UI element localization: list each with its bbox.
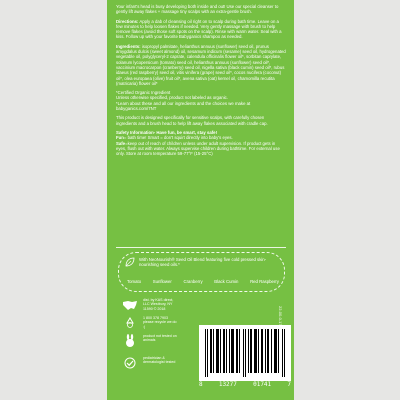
fun-label: Fun <box>116 135 124 141</box>
oil-name: Red Raspberry <box>250 279 279 284</box>
distributor-text: dist. by KAS direct, LLC Westbury, NY 11590 © 2018 <box>143 298 174 311</box>
barcode-digits <box>199 381 291 388</box>
safety-title: Safety Information- Have fun, be smart, stay safe! <box>116 129 218 135</box>
learn-more-text: *Learn about these and all our ingredients and the choices we make at babyganics.com/7NT <box>116 100 251 112</box>
safe-text: =keep out of reach of children unless under adult supervision. If product gets in eyes, flush out with water. Always supervise children during bathtime. For external use only. Store at room temperature 59-77°F (15-25°C) <box>116 140 280 157</box>
bunny-icon <box>121 334 139 348</box>
directions-paragraph <box>116 19 286 40</box>
oil-blend-text: With NeoNourish® Seed Oil Blend featuring five cold pressed skin-nourishing seed oils.* <box>139 257 267 268</box>
organic-note: *Certified Organic Ingredient <box>116 90 171 96</box>
side-code: 22-00-0-17 <box>278 306 283 326</box>
phone-row <box>121 316 177 330</box>
oil-name: Tomato <box>127 279 142 284</box>
directions-title: Directions: <box>116 18 139 24</box>
barcode-group-1: 13277 <box>218 381 237 388</box>
product-label <box>107 0 294 400</box>
directions-text: Apply a dab of cleansing oil right on to scalp during bath time. Leave on a few minutes to help loosen flakes if needed. Very gently massage with brush to help remove flakes (avoid those soft spots on the scalp). Rinse with warm water. Seal with a kiss. Follow up with your favorite Babyganics shampoo as needed. <box>116 18 282 40</box>
oil-list <box>127 279 279 284</box>
barcode-bars <box>199 325 291 381</box>
leaf-icon <box>125 257 135 267</box>
animals-row <box>121 334 177 348</box>
barcode-group-2: 01741 <box>253 381 272 388</box>
barcode-left-digit: 8 <box>199 381 203 388</box>
oil-name: Sunflower <box>152 279 172 284</box>
animals-text: product not tested on animals <box>143 334 177 343</box>
label-bottom-section <box>121 298 291 398</box>
recycle-icon <box>121 316 139 330</box>
ingredients-text: isopropyl palmitate, helianthus annuus (sunflower) seed oil, prunus amygdalus dulcis (sweet almond) oil, sesamum indicum (sesame) seed oil, hydrogenated vegetable oil, polyglyceryl-2 caprate, calendula officinalis flower oil*, sorbitan caprylate, solanum lycopersicum (tomato) seed oil, helianthus annuus (sunflower) seed oil*, vaccinium macrocarpon (cranberry) seed oil, nigella sativa (black cumin) seed oil*, rubus idaeus (red raspberry) seed oil, vitis vinifera (grape) seed oil*, cocos nucifera (coconut) oil*, olea europaea (olive) fruit oil*, avena sativa (oat) kernel oil, chamomilla recutita (matricaria) flower oil* <box>116 43 286 86</box>
usa-map-icon <box>121 298 139 312</box>
oil-name: Cranberry <box>183 279 203 284</box>
pediatrician-text: pediatrician & dermatologist tested <box>143 356 176 365</box>
safety-paragraph <box>116 130 286 156</box>
sensitive-text: This product is designed specifically for sensitive scalps, with carefully chosen ingredients and a brush head to help lift away flakes associated with cradle cap. <box>116 115 268 126</box>
distributor-row <box>121 298 177 312</box>
upc-barcode <box>199 325 291 391</box>
organic-paragraph <box>116 90 286 111</box>
checkmark-icon <box>121 356 139 370</box>
ingredients-title: Ingredients: <box>116 43 141 49</box>
seed-oil-blend-panel <box>118 252 285 292</box>
fun-text: = bath time! Smart = don't squirt directly into baby's eyes. <box>123 135 233 141</box>
pediatrician-row <box>121 356 177 370</box>
intro-text: Your infant's head is busy developing both inside and out! Use our special cleanser to gently lift away flakes + massage tiny scalps with an extra-gentle brush. <box>116 4 279 15</box>
safe-label: Safe <box>116 140 126 146</box>
ingredients-paragraph <box>116 44 286 86</box>
phone-text: 1 800 378 7903 please recycle we do :) <box>143 316 177 329</box>
oil-name: Black Cumin <box>214 279 239 284</box>
label-body-text <box>116 4 286 160</box>
section-divider <box>116 247 286 248</box>
organic-note-2: Unless otherwise specified, product not labeled as organic. <box>116 95 229 101</box>
barcode-right-digit: 7 <box>287 381 291 388</box>
